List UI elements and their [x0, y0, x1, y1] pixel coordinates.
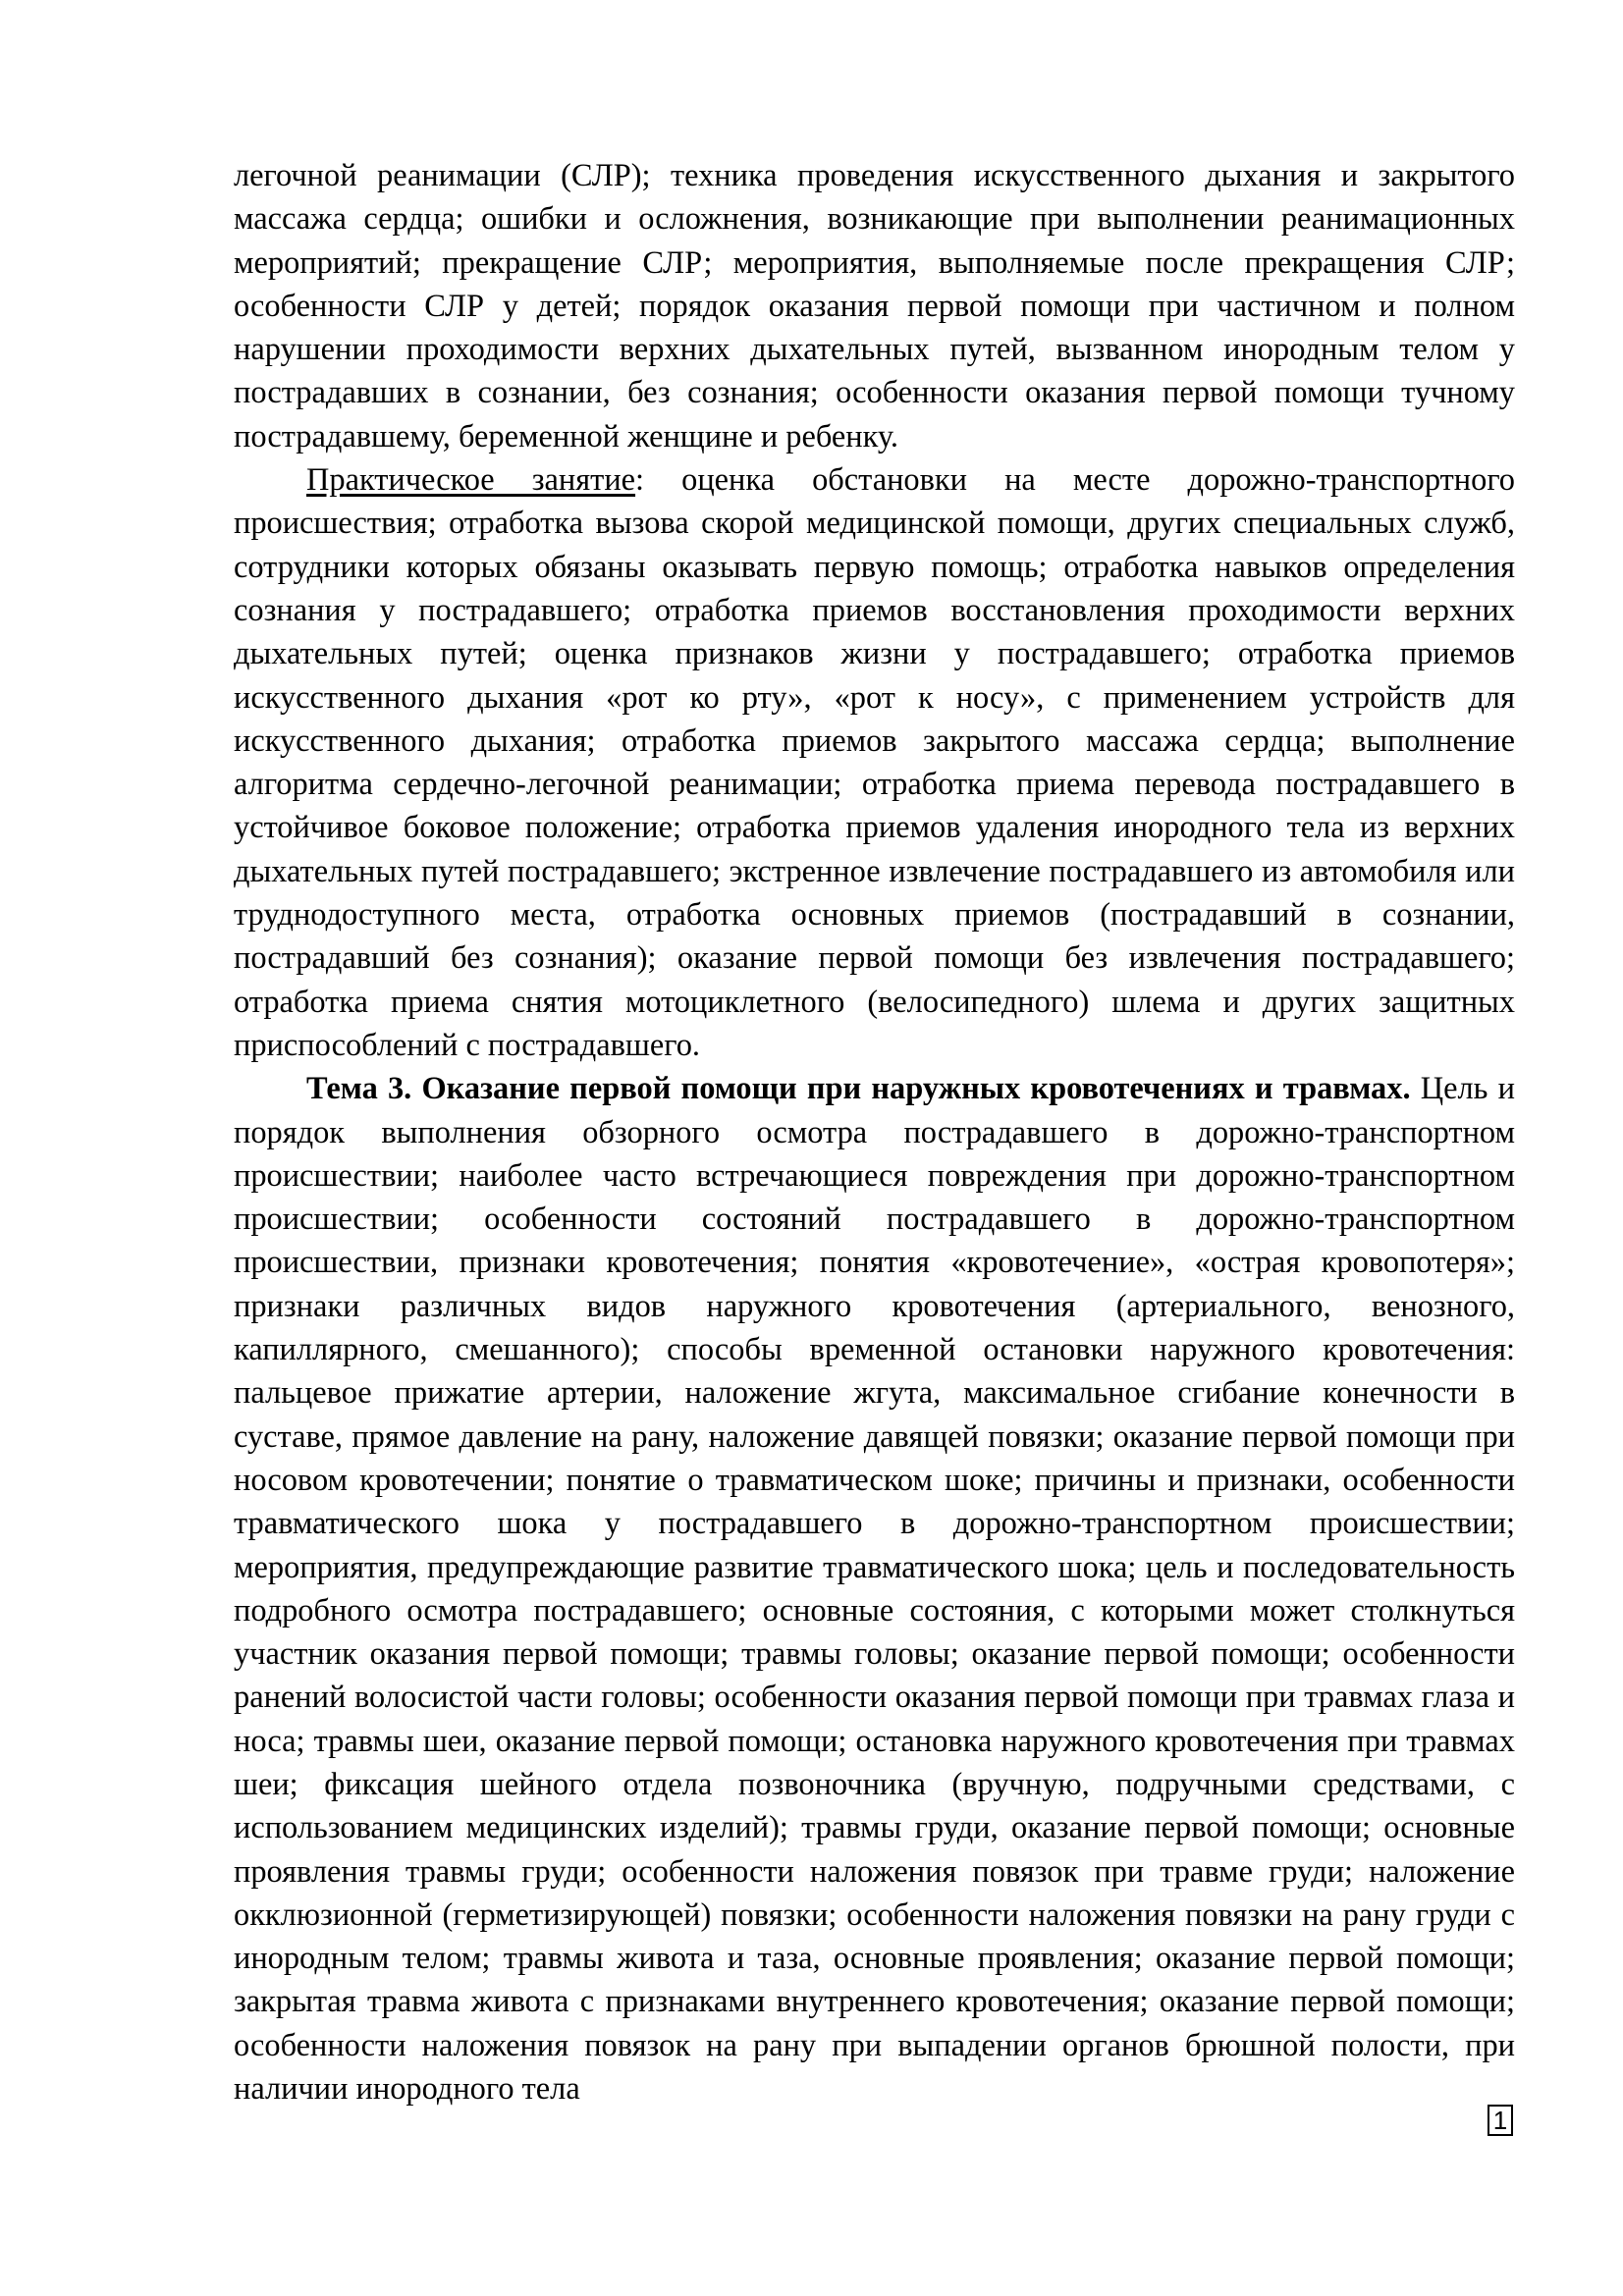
paragraph-cpr-continuation — [234, 154, 1515, 458]
paragraph-text: легочной реанимации (СЛР); техника проведения искусственного дыхания и закрытого массажа сердца; ошибки и осложнения, возникающие при выполнении реанимационных мероприятий; прекращение СЛР; мероприятия, выполняемые после прекращения СЛР; особенности СЛР у детей; порядок оказания первой помощи при частичном и полном нарушении проходимости верхних дыхательных путей, вызванном инородным телом у пострадавших в сознании, без сознания; особенности оказания первой помощи тучному пострадавшему, беременной женщине и ребенку. — [234, 158, 1515, 454]
document-body — [234, 154, 1515, 2110]
paragraph-text: : оценка обстановки на месте дорожно-транспортного происшествия; отработка вызова скорой медицинской помощи, других специальных служб, сотрудники которых обязаны оказывать первую помощь; отработка навыков определения сознания у пострадавшего; отработка приемов восстановления проходимости верхних дыхательных путей; оценка признаков жизни у пострадавшего; отработка приемов искусственного дыхания «рот ко рту», «рот к носу», с применением устройств для искусственного дыхания; отработка приемов закрытого массажа сердца; выполнение алгоритма сердечно-легочной реанимации; отработка приема перевода пострадавшего в устойчивое боковое положение; отработка приемов удаления инородного тела из верхних дыхательных путей пострадавшего; экстренное извлечение пострадавшего из автомобиля или труднодоступного места, отработка основных приемов (пострадавший в сознании, пострадавший без сознания); оказание первой помощи без извлечения пострадавшего; отработка приема снятия мотоциклетного (велосипедного) шлема и других защитных приспособлений с пострадавшего. — [234, 462, 1515, 1063]
paragraph-practical-session — [234, 458, 1515, 1067]
paragraph-topic-3 — [234, 1067, 1515, 2110]
page-number: 1 — [1488, 2105, 1513, 2136]
practical-session-heading: Практическое занятие — [306, 462, 636, 499]
paragraph-text: Цель и порядок выполнения обзорного осмотра пострадавшего в дорожно-транспортном происшествии; наиболее часто встречающиеся повреждения при дорожно-транспортном происшествии; особенности состояний пострадавшего в дорожно-транспортном происшествии, признаки кровотечения; понятия «кровотечение», «острая кровопотеря»; признаки различных видов наружного кровотечения (артериального, венозного, капиллярного, смешанного); способы временной остановки наружного кровотечения: пальцевое прижатие артерии, наложение жгута, максимальное сгибание конечности в суставе, прямое давление на рану, наложение давящей повязки; оказание первой помощи при носовом кровотечении; понятие о травматическом шоке; причины и признаки, особенности травматического шока у пострадавшего в дорожно-транспортном происшествии; мероприятия, предупреждающие развитие травматического шока; цель и последовательность подробного осмотра пострадавшего; основные состояния, с которыми может столкнуться участник оказания первой помощи; травмы головы; оказание первой помощи; особенности ранений волосистой части головы; особенности оказания первой помощи при травмах глаза и носа; травмы шеи, оказание первой помощи; остановка наружного кровотечения при травмах шеи; фиксация шейного отдела позвоночника (вручную, подручными средствами, с использованием медицинских изделий); травмы груди, оказание первой помощи; основные проявления травмы груди; особенности наложения повязок при травме груди; наложение окклюзионной (герметизирующей) повязки; особенности наложения повязки на рану груди с инородным телом; травмы живота и таза, основные проявления; оказание первой помощи; закрытая травма живота с признаками внутреннего кровотечения; оказание первой помощи; особенности наложения повязок на рану при выпадении органов брюшной полости, при наличии инородного тела — [234, 1071, 1515, 2108]
topic-3-heading: Тема 3. Оказание первой помощи при наружных кровотечениях и травмах. — [306, 1071, 1411, 1107]
